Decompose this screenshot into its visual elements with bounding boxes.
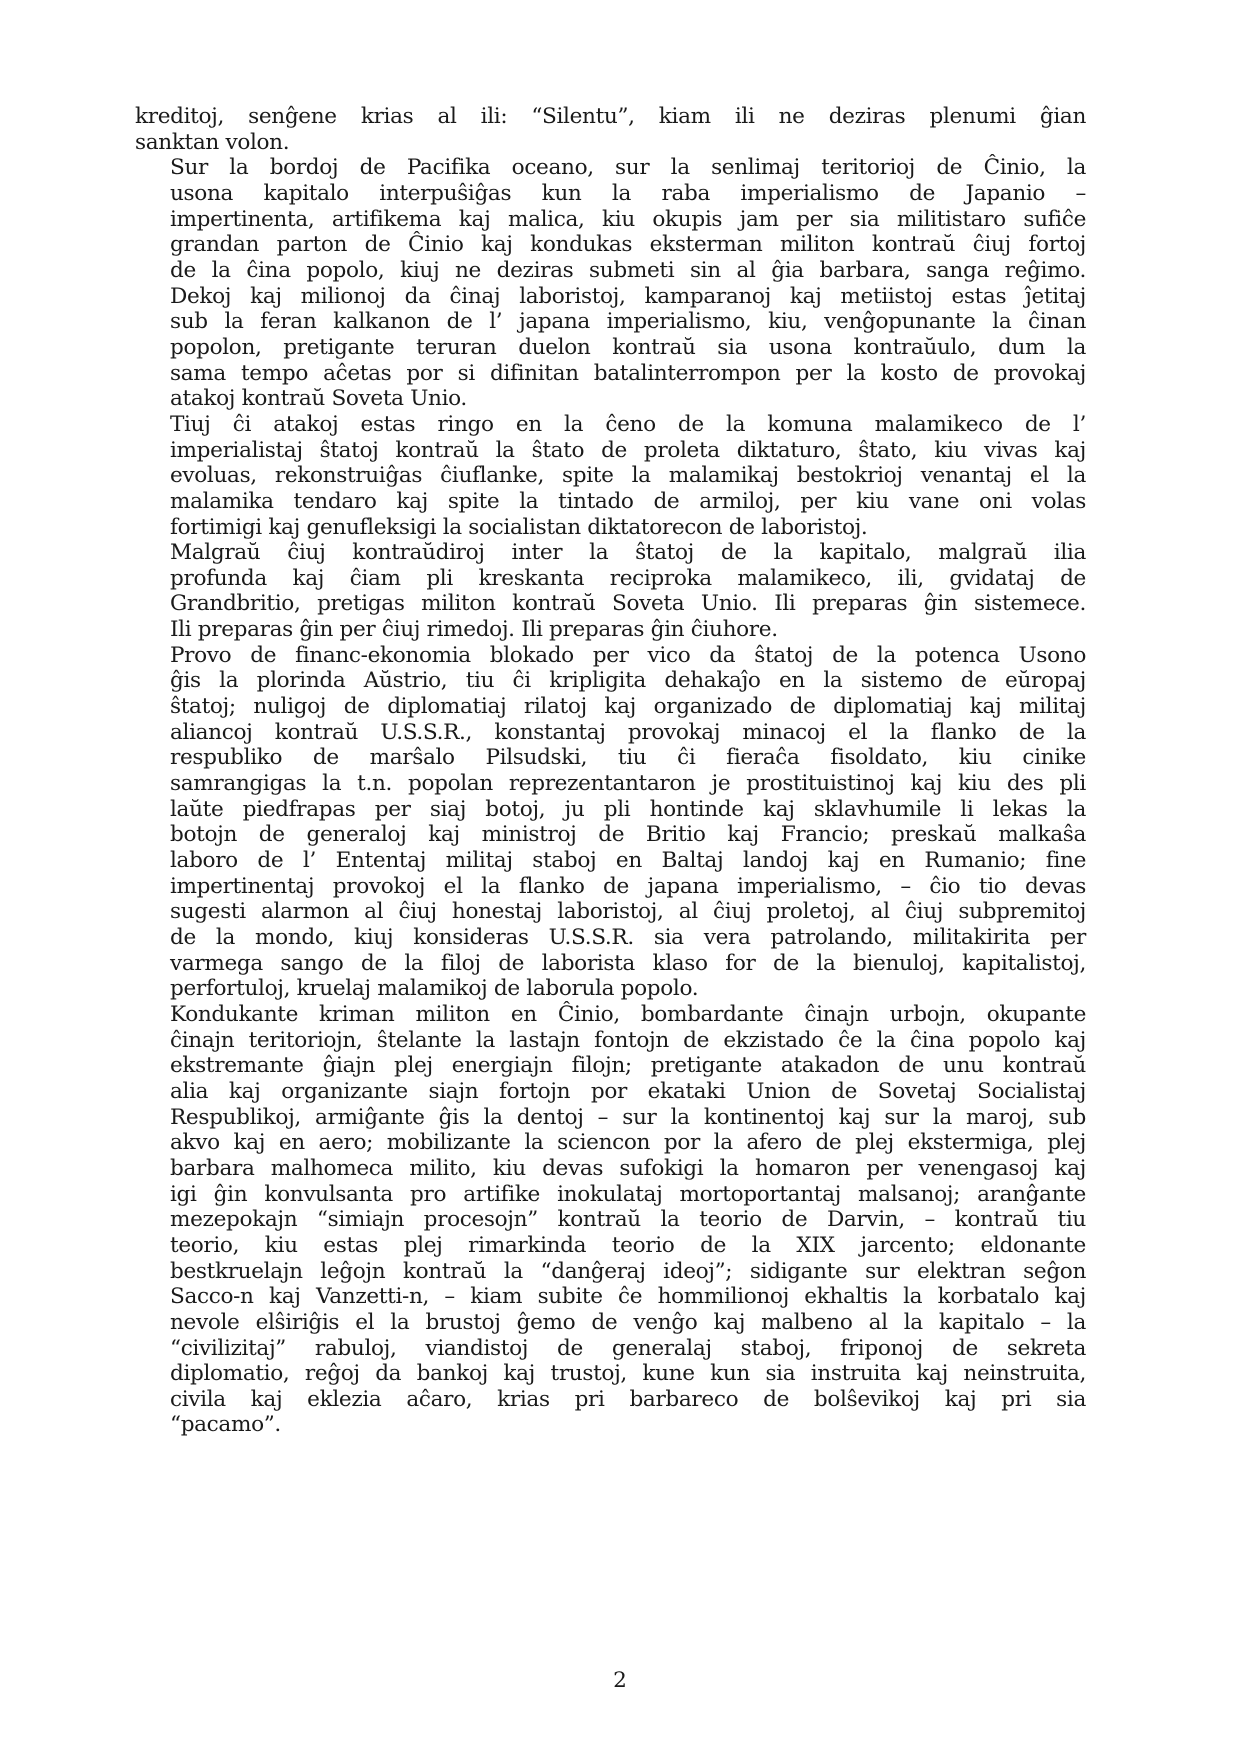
- text-line: kreditoj, senĝene krias al ili: “Silentu”, kiam ili ne deziras plenumi ĝian: [135, 104, 1086, 129]
- text-line: Ili preparas ĝin per ĉiuj rimedoj. Ili preparas ĝin ĉiuhore.: [170, 617, 778, 643]
- text-line: atakoj kontraŭ Soveta Unio.: [170, 386, 467, 412]
- paragraph: [135, 540, 1086, 643]
- text-line: grandan parton de Ĉinio kaj kondukas eksterman militon kontraŭ ĉiuj fortoj: [170, 232, 1086, 258]
- text-line: laŭte piedfrapas per siaj botoj, ju pli hontinde kaj sklavhumile li lekas la: [170, 796, 1086, 822]
- text-line: teorio, kiu estas plej rimarkinda teorio de la XIX jarcento; eldonante: [170, 1232, 1086, 1258]
- paragraph-container: [135, 104, 1086, 1438]
- text-line: aliancoj kontraŭ U.S.S.R., konstantaj provokaj minacoj el la flanko de la: [170, 719, 1086, 745]
- paragraph: [135, 412, 1086, 540]
- text-line: fortimigi kaj genufleksigi la socialistan diktatorecon de laboristoj.: [170, 514, 868, 540]
- text-line: alia kaj organizante siajn fortojn por ekataki Union de Sovetaj Socialistaj: [170, 1078, 1086, 1104]
- text-line: evoluas, rekonstruiĝas ĉiuflanke, spite la malamikaj bestokrioj venantaj el la: [170, 463, 1086, 489]
- text-line: nevole elŝiriĝis el la brustoj ĝemo de venĝo kaj malbeno al la kapitalo – la: [170, 1309, 1086, 1335]
- text-line: de la ĉina popolo, kiuj ne deziras submeti sin al ĝia barbara, sanga reĝimo.: [170, 257, 1086, 283]
- text-line: varmega sango de la filoj de laborista klaso for de la bienuloj, kapitalistoj,: [170, 950, 1086, 976]
- document-body: [135, 104, 1086, 1438]
- text-line: Dekoj kaj milionoj da ĉinaj laboristoj, kamparanoj kaj metiistoj estas ĵetitaj: [170, 283, 1086, 309]
- text-line: mezepokajn “simiajn procesojn” kontraŭ la teorio de Darvin, – kontraŭ tiu: [170, 1207, 1086, 1233]
- text-line: impertinenta, artifikema kaj malica, kiu okupis jam per sia militistaro sufiĉe: [170, 206, 1086, 232]
- text-line: sama tempo aĉetas por si difinitan batalinterrompon per la kosto de provokaj: [170, 360, 1086, 386]
- text-line: respubliko de marŝalo Pilsudski, tiu ĉi fieraĉa fisoldato, kiu cinike: [170, 745, 1086, 771]
- text-line: Grandbritio, pretigas militon kontraŭ Soveta Unio. Ili preparas ĝin sistemece.: [170, 591, 1086, 617]
- text-line: civila kaj eklezia aĉaro, krias pri barbareco de bolŝevikoj kaj pri sia: [170, 1386, 1086, 1412]
- text-line: malamika tendaro kaj spite la tintado de armiloj, per kiu vane oni volas: [170, 488, 1086, 514]
- text-line: usona kapitalo interpuŝiĝas kun la raba imperialismo de Japanio –: [170, 180, 1086, 206]
- text-line: ĉinajn teritoriojn, ŝtelante la lastajn fontojn de ekzistado ĉe la ĉina popolo kaj: [170, 1027, 1086, 1053]
- text-line: bestkruelajn leĝojn kontraŭ la “danĝeraj ideoj”; sidigante sur elektran seĝon: [170, 1258, 1086, 1284]
- text-line: Kondukante kriman militon en Ĉinio, bombardante ĉinajn urbojn, okupante: [170, 1001, 1086, 1027]
- text-line: igi ĝin konvulsanta pro artifike inokulataj mortoportantaj malsanoj; aranĝante: [170, 1181, 1086, 1207]
- text-line: Tiuj ĉi atakoj estas ringo en la ĉeno de la komuna malamikeco de l’: [170, 411, 1086, 437]
- text-line: sub la feran kalkanon de l’ japana imperialismo, kiu, venĝopunante la ĉinan: [170, 309, 1086, 335]
- paragraph: [135, 1002, 1086, 1438]
- text-line: diplomatio, reĝoj da bankoj kaj trustoj, kune kun sia instruita kaj neinstruita,: [170, 1361, 1086, 1387]
- text-line: impertinentaj provokoj el la flanko de japana imperialismo, – ĉio tio devas: [170, 873, 1086, 899]
- text-line: “civilizitaj” rabuloj, viandistoj de generalaj staboj, friponoj de sekreta: [170, 1335, 1086, 1361]
- text-line: sugesti alarmon al ĉiuj honestaj laboristoj, al ĉiuj proletoj, al ĉiuj subpremitoj: [170, 899, 1086, 925]
- text-line: “pacamo”.: [170, 1412, 281, 1438]
- text-line: barbara malhomeca milito, kiu devas sufokigi la homaron per venengasoj kaj: [170, 1155, 1086, 1181]
- text-line: popolon, pretigante teruran duelon kontraŭ sia usona kontraŭulo, dum la: [170, 334, 1086, 360]
- text-line: ĝis la plorinda Aŭstrio, tiu ĉi kripligita dehakaĵo en la sistemo de eŭropaj: [170, 668, 1086, 694]
- text-line: Sur la bordoj de Pacifika oceano, sur la senlimaj teritorioj de Ĉinio, la: [170, 155, 1086, 181]
- text-line: ŝtatoj; nuligoj de diplomatiaj rilatoj kaj organizado de diplomatiaj kaj militaj: [170, 694, 1086, 720]
- text-line: laboro de l’ Ententaj militaj staboj en Baltaj landoj kaj en Rumanio; fine: [170, 848, 1086, 874]
- text-line: ekstremante ĝiajn plej energiajn filojn; pretigante atakadon de unu kontraŭ: [170, 1053, 1086, 1079]
- page-number: 2: [613, 1668, 627, 1693]
- paragraph: [135, 155, 1086, 412]
- text-line: sanktan volon.: [135, 129, 290, 155]
- paragraph: [135, 104, 1086, 155]
- text-line: Provo de financ-ekonomia blokado per vico da ŝtatoj de la potenca Usono: [170, 642, 1086, 668]
- paragraph: [135, 643, 1086, 1002]
- text-line: Sacco-n kaj Vanzetti-n, – kiam subite ĉe hommilionoj ekhaltis la korbatalo kaj: [170, 1284, 1086, 1310]
- text-line: akvo kaj en aero; mobilizante la sciencon por la afero de plej ekstermiga, plej: [170, 1130, 1086, 1156]
- text-line: Respublikoj, armiĝante ĝis la dentoj – sur la kontinentoj kaj sur la maroj, sub: [170, 1104, 1086, 1130]
- text-line: Malgraŭ ĉiuj kontraŭdiroj inter la ŝtatoj de la kapitalo, malgraŭ ilia: [170, 540, 1086, 566]
- text-line: imperialistaj ŝtatoj kontraŭ la ŝtato de proleta diktaturo, ŝtato, kiu vivas kaj: [170, 437, 1086, 463]
- text-line: de la mondo, kiuj konsideras U.S.S.R. sia vera patrolando, militakirita per: [170, 925, 1086, 950]
- text-line: botojn de generaloj kaj ministroj de Britio kaj Francio; preskaŭ malkaŝa: [170, 822, 1086, 848]
- text-line: profunda kaj ĉiam pli kreskanta reciproka malamikeco, ili, gvidataj de: [170, 565, 1086, 591]
- text-line: samrangigas la t.n. popolan reprezentantaron je prostituistinoj kaj kiu des pli: [170, 771, 1086, 797]
- text-line: perfortuloj, kruelaj malamikoj de laborula popolo.: [170, 976, 699, 1002]
